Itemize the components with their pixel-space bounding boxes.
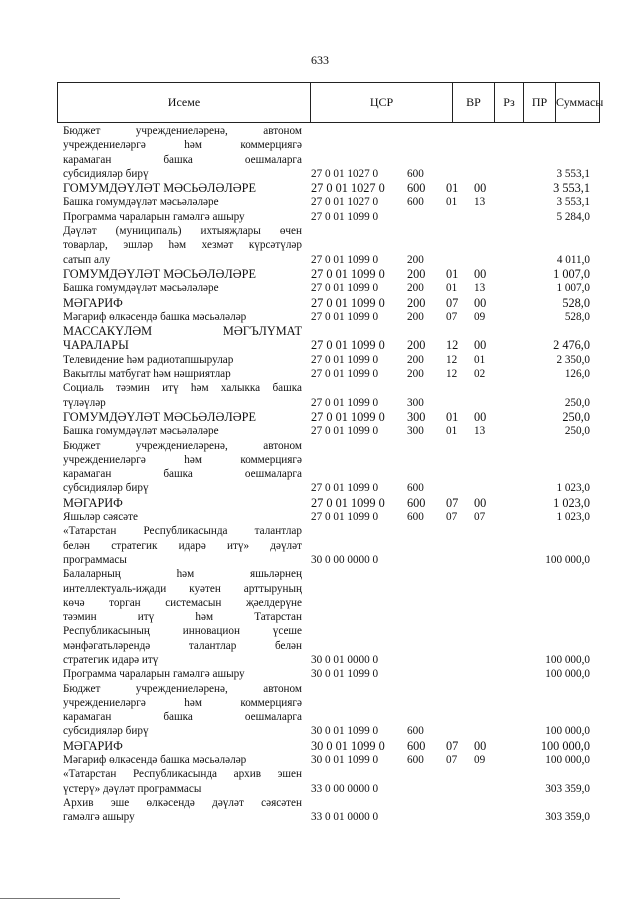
row-rz: 01: [446, 425, 458, 438]
row-sum: 100 000,0: [540, 738, 590, 753]
row-csr: 27 0 01 1099 0: [311, 310, 379, 323]
row-csr: 33 0 00 0000 0: [311, 782, 379, 795]
row-name-line: Бюджет учреждениеләренә, автоном: [63, 682, 302, 695]
row-name-line: гамәлгә ашыру: [63, 811, 135, 824]
row-sum: 2 350,0: [556, 353, 590, 366]
row-sum: 528,0: [562, 295, 590, 310]
row-sum: 4 011,0: [556, 253, 590, 266]
row-sum: 1 023,0: [556, 482, 590, 495]
table-row: [63, 667, 590, 681]
row-vr: 200: [407, 310, 424, 323]
row-vr: 600: [407, 167, 424, 180]
row-name: [63, 367, 302, 381]
row-name-line: мәнфәгатьләрендә талантлар белән: [63, 639, 302, 652]
row-rz: 01: [446, 282, 458, 295]
row-name-line: үстерү» дәүләт программасы: [63, 782, 202, 795]
table-row: [63, 682, 590, 739]
row-rz: 07: [446, 295, 459, 310]
row-pr: 09: [474, 310, 486, 323]
row-sum: 303 359,0: [545, 782, 590, 795]
row-csr: 33 0 01 0000 0: [311, 811, 379, 824]
row-csr: 27 0 01 1099 0: [311, 396, 379, 409]
row-vr: 600: [407, 196, 424, 209]
table-row: [63, 753, 590, 767]
row-csr: 30 0 01 1099 0: [311, 725, 379, 738]
row-sum: 100 000,0: [545, 553, 590, 566]
budget-table-body: [63, 124, 590, 825]
row-sum: 100 000,0: [545, 725, 590, 738]
row-vr: 600: [407, 181, 426, 196]
row-name: [63, 124, 302, 181]
table-row: [63, 410, 590, 424]
row-sum: 126,0: [564, 368, 590, 381]
row-name-line: карамаган башка оешмаларга: [63, 153, 302, 166]
row-sum: 250,0: [562, 409, 590, 424]
row-name: [63, 224, 302, 267]
row-name: [63, 682, 302, 739]
row-vr: 600: [407, 725, 424, 738]
row-name-line: көчә торган системасын җәелдерүне: [63, 596, 302, 609]
row-name-line: Дәүләт (муниципаль) ихтыяҗлары өчен: [63, 225, 302, 238]
row-name-line: Архив эше өлкәсендә дәүләт сәясәтен: [63, 796, 302, 809]
row-vr: 200: [407, 353, 424, 366]
table-row: [63, 767, 590, 796]
row-name-line: Программа чараларын гамәлгә ашыру: [63, 668, 245, 681]
row-csr: 27 0 01 1099 0: [311, 409, 385, 424]
row-pr: 00: [474, 738, 487, 753]
row-rz: 07: [446, 738, 459, 753]
table-header: [57, 82, 604, 123]
header-csr: ЦСР: [311, 83, 453, 122]
row-name: [63, 439, 302, 496]
table-row: [63, 496, 590, 510]
row-rz: 01: [446, 266, 459, 281]
row-name-line: субсидияләр бирү: [63, 482, 149, 495]
row-csr: 27 0 01 1099 0: [311, 368, 379, 381]
row-csr: 27 0 01 1099 0: [311, 266, 385, 281]
row-vr: 300: [407, 425, 424, 438]
row-name-line: белән стратегик идарә итү» дәүләт: [63, 539, 302, 552]
row-csr: 27 0 01 1099 0: [311, 482, 379, 495]
row-csr: 30 0 01 1099 0: [311, 738, 385, 753]
row-name-line: карамаган башка оешмаларга: [63, 468, 302, 481]
row-name-line: МАССАКҮЛӘМ МӘГЪЛҮМАТ: [63, 324, 302, 339]
row-name-line: учреждениеләргә һәм коммерциягә: [63, 696, 302, 709]
table-row: [63, 381, 590, 410]
table-row: [63, 424, 590, 438]
row-pr: 13: [474, 282, 486, 295]
row-csr: 27 0 01 1099 0: [311, 495, 385, 510]
row-pr: 00: [474, 338, 487, 353]
row-vr: 600: [407, 738, 426, 753]
table-row: [63, 439, 590, 496]
row-csr: 27 0 01 1027 0: [311, 196, 379, 209]
row-name-line: түләүләр: [63, 396, 106, 409]
row-name-line: Мәгариф өлкәсендә башка мәсьәләләр: [63, 754, 247, 767]
row-rz: 01: [446, 181, 459, 196]
row-pr: 13: [474, 425, 486, 438]
row-name-line: Программа чараларын гамәлгә ашыру: [63, 210, 245, 223]
row-name-line: учреждениеләргә һәм коммерциягә: [63, 139, 302, 152]
row-name: [63, 667, 302, 681]
row-name-line: Телевидение һәм радиотапшырулар: [63, 353, 234, 366]
table-row: [63, 296, 590, 310]
row-name: [63, 281, 302, 295]
row-csr: 27 0 01 1099 0: [311, 425, 379, 438]
row-csr: 27 0 01 1099 0: [311, 210, 379, 223]
row-name-line: ГОМУМДӘҮЛӘТ МӘСЬӘЛӘЛӘРЕ: [63, 266, 256, 281]
row-name: [63, 424, 302, 438]
row-csr: 30 0 01 1099 0: [311, 754, 379, 767]
table-row: [63, 524, 590, 567]
table-row: [63, 796, 590, 825]
row-rz: 12: [446, 338, 459, 353]
row-vr: 300: [407, 396, 424, 409]
row-csr: 27 0 01 1099 0: [311, 353, 379, 366]
row-name: [63, 510, 302, 524]
row-name-line: МӘГАРИФ: [63, 295, 123, 310]
row-name-line: Республикасының инновацион үсеше: [63, 625, 302, 638]
table-row: [63, 353, 590, 367]
row-pr: 00: [474, 495, 487, 510]
row-name: [63, 195, 302, 209]
row-name-line: ГОМУМДӘҮЛӘТ МӘСЬӘЛӘЛӘРЕ: [63, 409, 256, 424]
row-name-line: Социаль тәэмин итү һәм халыкка башка: [63, 382, 302, 395]
row-vr: 200: [407, 266, 426, 281]
row-name: [63, 296, 302, 310]
row-rz: 12: [446, 368, 458, 381]
row-name-line: Башка гомумдәүләт мәсьәләләре: [63, 196, 219, 209]
row-pr: 01: [474, 353, 486, 366]
row-name-line: сатып алу: [63, 253, 111, 266]
row-pr: 00: [474, 295, 487, 310]
row-pr: 00: [474, 266, 487, 281]
table-row: [63, 281, 590, 295]
row-sum: 1 007,0: [556, 282, 590, 295]
row-sum: 5 284,0: [556, 210, 590, 223]
row-name: [63, 310, 302, 324]
row-sum: 1 007,0: [553, 266, 590, 281]
row-csr: 27 0 01 1099 0: [311, 295, 385, 310]
row-name-line: Башка гомумдәүләт мәсьәләләре: [63, 425, 219, 438]
table-row: [63, 324, 590, 353]
row-name-line: Башка гомумдәүләт мәсьәләләре: [63, 282, 219, 295]
row-name-line: МӘГАРИФ: [63, 738, 123, 753]
row-name: [63, 353, 302, 367]
row-name-line: «Татарстан Республикасында архив эшен: [63, 768, 302, 781]
row-name-line: Вакытлы матбугат һәм нәшриятлар: [63, 368, 231, 381]
row-name-line: учреждениеләргә һәм коммерциягә: [63, 453, 302, 466]
row-csr: 27 0 01 1099 0: [311, 338, 385, 353]
header-name: Исеме: [58, 83, 311, 122]
row-csr: 27 0 01 1099 0: [311, 282, 379, 295]
row-name-line: интеллектуаль-иҗади куәтен арттыруның: [63, 582, 302, 595]
row-vr: 200: [407, 282, 424, 295]
row-sum: 2 476,0: [553, 338, 590, 353]
row-rz: 07: [446, 511, 458, 524]
row-sum: 303 359,0: [545, 811, 590, 824]
header-pr: ПР: [524, 83, 556, 122]
row-name-line: субсидияләр бирү: [63, 725, 149, 738]
row-rz: 07: [446, 495, 459, 510]
row-sum: 3 553,1: [553, 181, 590, 196]
row-csr: 27 0 01 1027 0: [311, 181, 385, 196]
row-name-line: ЧАРАЛАРЫ: [63, 338, 129, 353]
row-name-line: Балаларның һәм яшьләрнең: [63, 568, 302, 581]
row-pr: 09: [474, 754, 486, 767]
row-name-line: карамаган башка оешмаларга: [63, 711, 302, 724]
row-vr: 200: [407, 368, 424, 381]
row-csr: 27 0 01 1099 0: [311, 253, 379, 266]
row-name-line: Бюджет учреждениеләренә, автоном: [63, 439, 302, 452]
table-row: [63, 195, 590, 209]
row-vr: 600: [407, 495, 426, 510]
table-row: [63, 224, 590, 267]
row-pr: 02: [474, 368, 486, 381]
row-csr: 30 0 00 0000 0: [311, 553, 379, 566]
row-csr: 30 0 01 1099 0: [311, 668, 379, 681]
row-pr: 13: [474, 196, 486, 209]
row-sum: 1 023,0: [553, 495, 590, 510]
row-name-line: «Татарстан Республикасында талантлар: [63, 525, 302, 538]
row-name: [63, 324, 302, 353]
row-name-line: стратегик идарә итү: [63, 653, 159, 666]
row-name: [63, 181, 302, 195]
table-row: [63, 367, 590, 381]
row-rz: 07: [446, 754, 458, 767]
table-row: [63, 567, 590, 667]
row-rz: 01: [446, 409, 459, 424]
row-csr: 27 0 01 1099 0: [311, 511, 379, 524]
row-sum: 250,0: [564, 425, 590, 438]
row-csr: 27 0 01 1027 0: [311, 167, 379, 180]
header-vr: ВР: [453, 83, 495, 122]
row-name-line: тәэмин итү һәм Татарстан: [63, 611, 302, 624]
row-vr: 600: [407, 511, 424, 524]
table-row: [63, 267, 590, 281]
row-rz: 01: [446, 196, 458, 209]
row-sum: 3 553,1: [556, 196, 590, 209]
row-vr: 300: [407, 409, 426, 424]
row-name-line: ГОМУМДӘҮЛӘТ МӘСЬӘЛӘЛӘРЕ: [63, 181, 256, 196]
row-name: [63, 524, 302, 567]
row-vr: 600: [407, 754, 424, 767]
table-row: [63, 210, 590, 224]
row-name: [63, 796, 302, 825]
row-name: [63, 753, 302, 767]
row-vr: 600: [407, 482, 424, 495]
row-sum: 250,0: [564, 396, 590, 409]
row-sum: 100 000,0: [545, 668, 590, 681]
header-rz: Рз: [495, 83, 524, 122]
row-name: [63, 410, 302, 424]
row-sum: 1 023,0: [556, 511, 590, 524]
table-row: [63, 124, 590, 181]
row-name: [63, 210, 302, 224]
row-name-line: товарлар, эшләр һәм хезмәт күрсәтүләр: [63, 239, 302, 252]
row-pr: 07: [474, 511, 486, 524]
page-number: 633: [311, 53, 329, 67]
row-name-line: Бюджет учреждениеләренә, автоном: [63, 125, 302, 137]
row-vr: 200: [407, 295, 426, 310]
row-name-line: Мәгариф өлкәсендә башка мәсьәләләр: [63, 310, 247, 323]
row-rz: 12: [446, 353, 458, 366]
row-rz: 07: [446, 310, 458, 323]
row-name-line: Яшьләр сәясәте: [63, 511, 138, 524]
table-row: [63, 739, 590, 753]
table-row: [63, 310, 590, 324]
row-sum: 100 000,0: [545, 754, 590, 767]
row-pr: 00: [474, 409, 487, 424]
table-row: [63, 181, 590, 195]
table-row: [63, 510, 590, 524]
row-name: [63, 496, 302, 510]
row-pr: 00: [474, 181, 487, 196]
row-vr: 200: [407, 338, 426, 353]
row-sum: 528,0: [564, 310, 590, 323]
row-vr: 200: [407, 253, 424, 266]
row-name-line: МӘГАРИФ: [63, 495, 123, 510]
row-name-line: субсидияләр бирү: [63, 167, 149, 180]
row-name: [63, 739, 302, 753]
footnote-divider: [0, 898, 120, 899]
header-sum: Суммасы: [556, 95, 604, 109]
row-sum: 3 553,1: [556, 167, 590, 180]
row-sum: 100 000,0: [545, 653, 590, 666]
row-name-line: программасы: [63, 553, 127, 566]
row-name: [63, 267, 302, 281]
row-name: [63, 767, 302, 796]
row-csr: 30 0 01 0000 0: [311, 653, 379, 666]
row-name: [63, 381, 302, 410]
row-name: [63, 567, 302, 667]
